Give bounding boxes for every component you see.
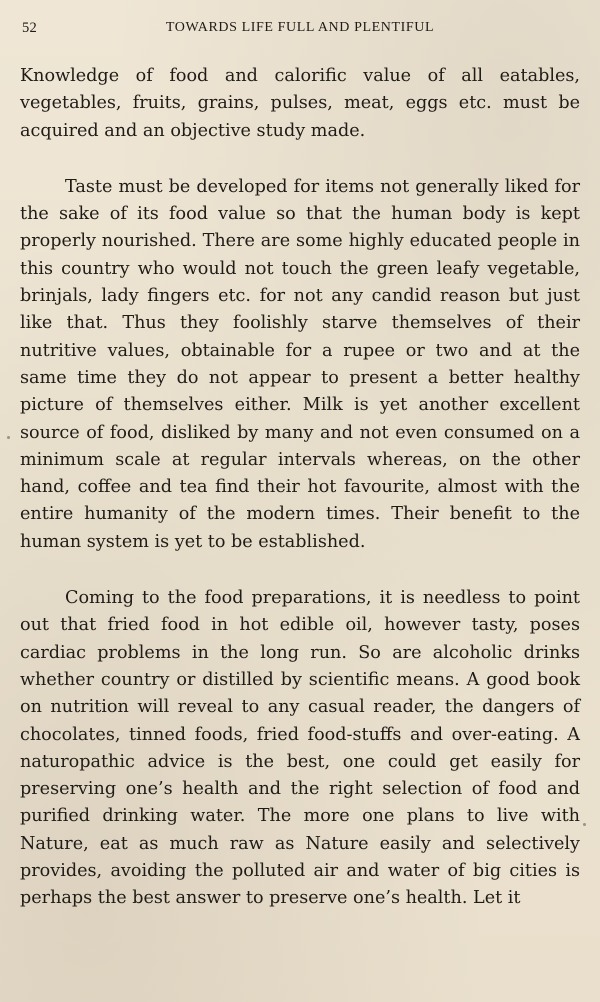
- page-number: 52: [22, 20, 38, 36]
- paragraph-2: Taste must be developed for items not generally liked for the sake of its food value so that the human body is kept properly nourished. There are some highly educated people in this country who would not touch the green leafy vegetable, brinjals, lady fingers etc. for not any candid reason but just like that. Thus they foolishly starve themselves of their nutritive values, obtainable for a rupee or two and at the same time they do not appear to present a better healthy picture of themselves either. Milk is yet another excellent source of food, disliked by many and not even consumed on a minimum scale at regular intervals whereas, on the other hand, coffee and tea find their hot favourite, almost with the entire humanity of the modern times. Their benefit to the human system is yet to be established.: [20, 176, 580, 552]
- running-header: [22, 20, 578, 42]
- running-title: TOWARDS LIFE FULL AND PLENTIFUL: [165, 20, 435, 35]
- paper-speck: [7, 436, 10, 439]
- paragraph-1: Knowledge of food and calorific value of all eatables, vegetables, fruits, grains, pulses, meat, eggs etc. must be acquired and an objective study made.: [20, 66, 580, 141]
- paragraph-3: Coming to the food preparations, it is needless to point out that fried food in hot edible oil, however tasty, poses cardiac problems in the long run. So are alcoholic drinks whether country or distilled by scientific means. A good book on nutrition will reveal to any casual reader, the dangers of chocolates, tinned foods, fried food-stuffs and over-eating. A naturopathic advice is the best, one could get easily for preserving one’s health and the right selection of food and purified drinking water. The more one plans to live with Nature, eat as much raw as Nature easily and selectively provides, avoiding the polluted air and water of big cities is perhaps the best answer to preserve one’s health. Let it: [20, 588, 580, 909]
- body-text: [20, 63, 580, 913]
- paper-speck: [583, 823, 586, 826]
